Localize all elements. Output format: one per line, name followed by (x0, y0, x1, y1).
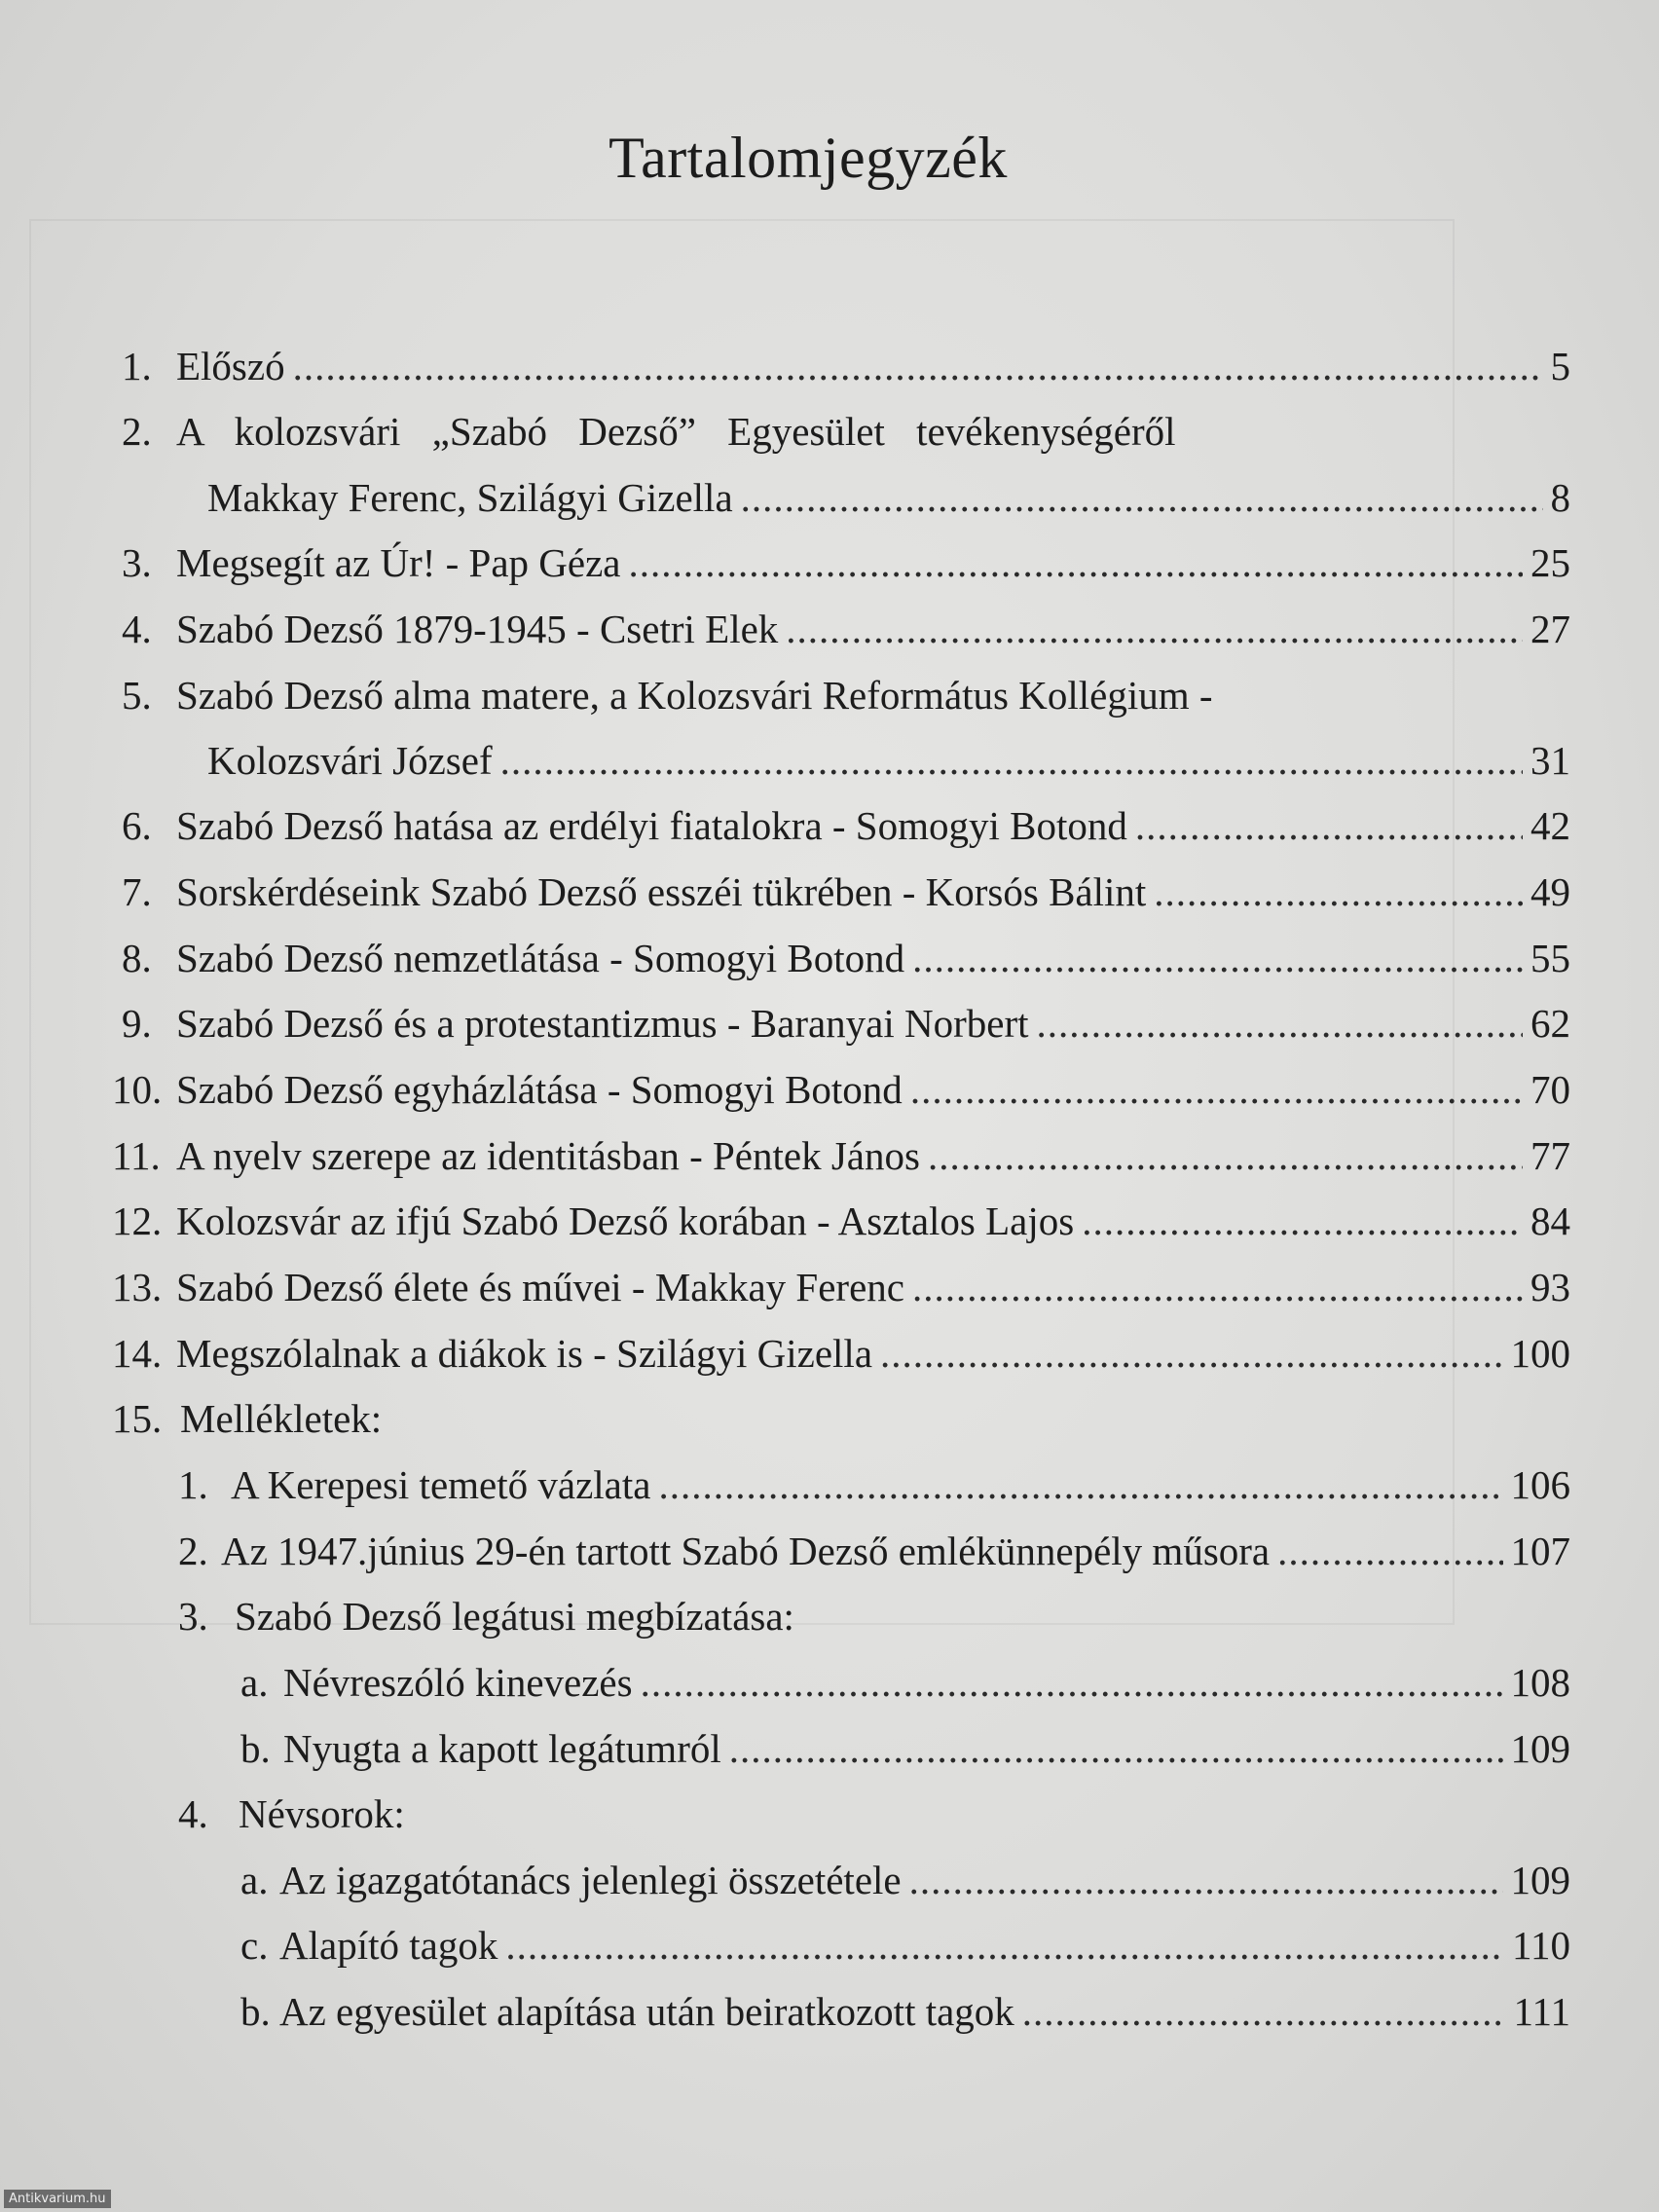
entry-title: Szabó Dezső egyházlátása - Somogyi Botond (176, 1067, 903, 1112)
entry-page: 108 (1510, 1660, 1570, 1705)
dot-leader (912, 1260, 1523, 1314)
entry-title: Szabó Dezső legátusi megbízatása: (235, 1594, 794, 1639)
dot-leader (505, 1918, 1504, 1972)
toc-entry-continuation (207, 733, 1570, 788)
entry-title: Szabó Dezső hatása az erdélyi fiatalokra - Somogyi Botond (176, 803, 1127, 848)
entry-page: 100 (1510, 1331, 1570, 1376)
toc-entry (122, 931, 1570, 985)
entry-number: 4. (178, 1791, 208, 1836)
entry-title: Makkay Ferenc, Szilágyi Gizella (207, 475, 733, 520)
toc-entry (112, 1062, 1570, 1117)
entry-title: Az egyesület alapítása után beiratkozott tagok (279, 1989, 1014, 2034)
entry-number: b. (240, 1989, 271, 2034)
entry-page: 5 (1550, 344, 1570, 388)
entry-number: 15. (112, 1396, 163, 1441)
entry-title: Előszó (176, 344, 285, 388)
dot-leader (910, 1062, 1523, 1117)
entry-page: 77 (1530, 1133, 1570, 1178)
dot-leader (928, 1128, 1523, 1183)
entry-title: Megsegít az Úr! - Pap Géza (176, 540, 621, 585)
dot-leader (909, 1853, 1503, 1907)
entry-page: 27 (1530, 607, 1570, 651)
toc-entry-continuation (207, 470, 1570, 525)
entry-title: Az igazgatótanács jelenlegi összetétele (279, 1858, 902, 1902)
entry-title: Alapító tagok (279, 1923, 498, 1968)
toc-subentry (240, 1918, 1570, 1972)
dot-leader (500, 733, 1523, 788)
entry-page: 25 (1530, 540, 1570, 585)
entry-title: A Kerepesi temető vázlata (231, 1462, 651, 1507)
dot-leader (1082, 1194, 1523, 1248)
dot-leader (912, 931, 1523, 985)
entry-page: 70 (1530, 1067, 1570, 1112)
entry-number: 13. (112, 1265, 163, 1309)
dot-leader (658, 1457, 1502, 1512)
entry-title: Névreszóló kinevezés (283, 1660, 633, 1705)
toc-entry (122, 602, 1570, 656)
entry-title: Sorskérdéseink Szabó Dezső esszéi tükrében - Korsós Bálint (176, 869, 1147, 914)
entry-number: 2. (122, 409, 152, 454)
entry-page: 62 (1530, 1001, 1570, 1046)
dot-leader (741, 470, 1543, 525)
entry-page: 110 (1512, 1923, 1570, 1968)
entry-number: b. (240, 1726, 271, 1771)
entry-title: Szabó Dezső élete és művei - Makkay Ferenc (176, 1265, 904, 1309)
toc-entry (122, 339, 1570, 393)
entry-title: Szabó Dezső nemzetlátása - Somogyi Botond (176, 936, 905, 980)
toc-subentry (240, 1655, 1570, 1710)
entry-title: Az 1947.június 29-én tartott Szabó Dezső emlékünnepély műsora (221, 1529, 1271, 1573)
entry-number: 4. (122, 607, 152, 651)
toc-subentry (178, 1524, 1570, 1578)
entry-number: 5. (122, 673, 152, 718)
toc-entry (122, 668, 1485, 722)
entry-page: 8 (1550, 475, 1570, 520)
toc-subentry (178, 1787, 1152, 1841)
toc-entry (122, 865, 1570, 919)
entry-title: A nyelv szerepe az identitásban - Péntek János (176, 1133, 920, 1178)
entry-title: Mellékletek: (180, 1396, 383, 1441)
entry-number: 7. (122, 869, 152, 914)
entry-page: 109 (1510, 1726, 1570, 1771)
toc-subentry (240, 1721, 1570, 1776)
toc-subentry (240, 1984, 1570, 2039)
entry-page: 106 (1510, 1462, 1570, 1507)
toc-entry (122, 535, 1570, 590)
entry-title: Nyugta a kapott legátumról (283, 1726, 721, 1771)
entry-number: a. (240, 1660, 269, 1705)
toc-subentry (178, 1457, 1570, 1512)
toc-entry (112, 1128, 1570, 1183)
dot-leader (880, 1326, 1502, 1381)
page-title: Tartalomjegyzék (608, 126, 1008, 190)
entry-page: 109 (1510, 1858, 1570, 1902)
toc-entry (112, 1194, 1570, 1248)
entry-number: 9. (122, 1001, 152, 1046)
entry-number: a. (240, 1858, 269, 1902)
toc-entry (122, 996, 1570, 1051)
dot-leader (641, 1655, 1503, 1710)
watermark-label: Antikvarium.hu (4, 2190, 111, 2208)
entry-title: Szabó Dezső és a protestantizmus - Baranyai Norbert (176, 1001, 1029, 1046)
dot-leader (1037, 996, 1523, 1051)
entry-page: 31 (1530, 738, 1570, 783)
entry-page: 107 (1510, 1529, 1570, 1573)
dot-leader (629, 535, 1523, 590)
dot-leader (1022, 1984, 1506, 2039)
entry-number: 1. (178, 1462, 208, 1507)
entry-page: 84 (1530, 1198, 1570, 1243)
entry-number: 2. (178, 1529, 208, 1573)
entry-number: 8. (122, 936, 152, 980)
entry-number: 1. (122, 344, 152, 388)
entry-title: Kolozsvár az ifjú Szabó Dezső korában - Asztalos Lajos (176, 1198, 1075, 1243)
toc-subentry (240, 1853, 1570, 1907)
entry-number: 12. (112, 1198, 163, 1243)
dot-leader (786, 602, 1523, 656)
entry-number: 11. (112, 1133, 161, 1178)
dot-leader (729, 1721, 1503, 1776)
entry-number: 10. (112, 1067, 163, 1112)
entry-page: 93 (1530, 1265, 1570, 1309)
toc-entry (122, 404, 1368, 459)
entry-number: 3. (178, 1594, 208, 1639)
dot-leader (293, 339, 1543, 393)
entry-number: c. (240, 1923, 269, 1968)
entry-title: A kolozsvári „Szabó Dezső” Egyesület tevékenységéről (176, 409, 1176, 454)
toc-entry (112, 1326, 1570, 1381)
entry-number: 6. (122, 803, 152, 848)
entry-page: 111 (1513, 1989, 1570, 2034)
dot-leader (1135, 798, 1523, 853)
entry-page: 42 (1530, 803, 1570, 848)
toc-entry (112, 1391, 1086, 1446)
entry-title: Megszólalnak a diákok is - Szilágyi Gizella (176, 1331, 873, 1376)
entry-title: Kolozsvári József (207, 738, 493, 783)
entry-title: Névsorok: (239, 1791, 405, 1836)
dot-leader (1154, 865, 1523, 919)
dot-leader (1277, 1524, 1502, 1578)
toc-entry (122, 798, 1570, 853)
entry-number: 14. (112, 1331, 163, 1376)
entry-page: 49 (1530, 869, 1570, 914)
toc-subentry (178, 1589, 1346, 1643)
entry-title: Szabó Dezső alma matere, a Kolozsvári Református Kollégium - (176, 673, 1213, 718)
toc-entry (112, 1260, 1570, 1314)
entry-page: 55 (1530, 936, 1570, 980)
entry-number: 3. (122, 540, 152, 585)
entry-title: Szabó Dezső 1879-1945 - Csetri Elek (176, 607, 779, 651)
